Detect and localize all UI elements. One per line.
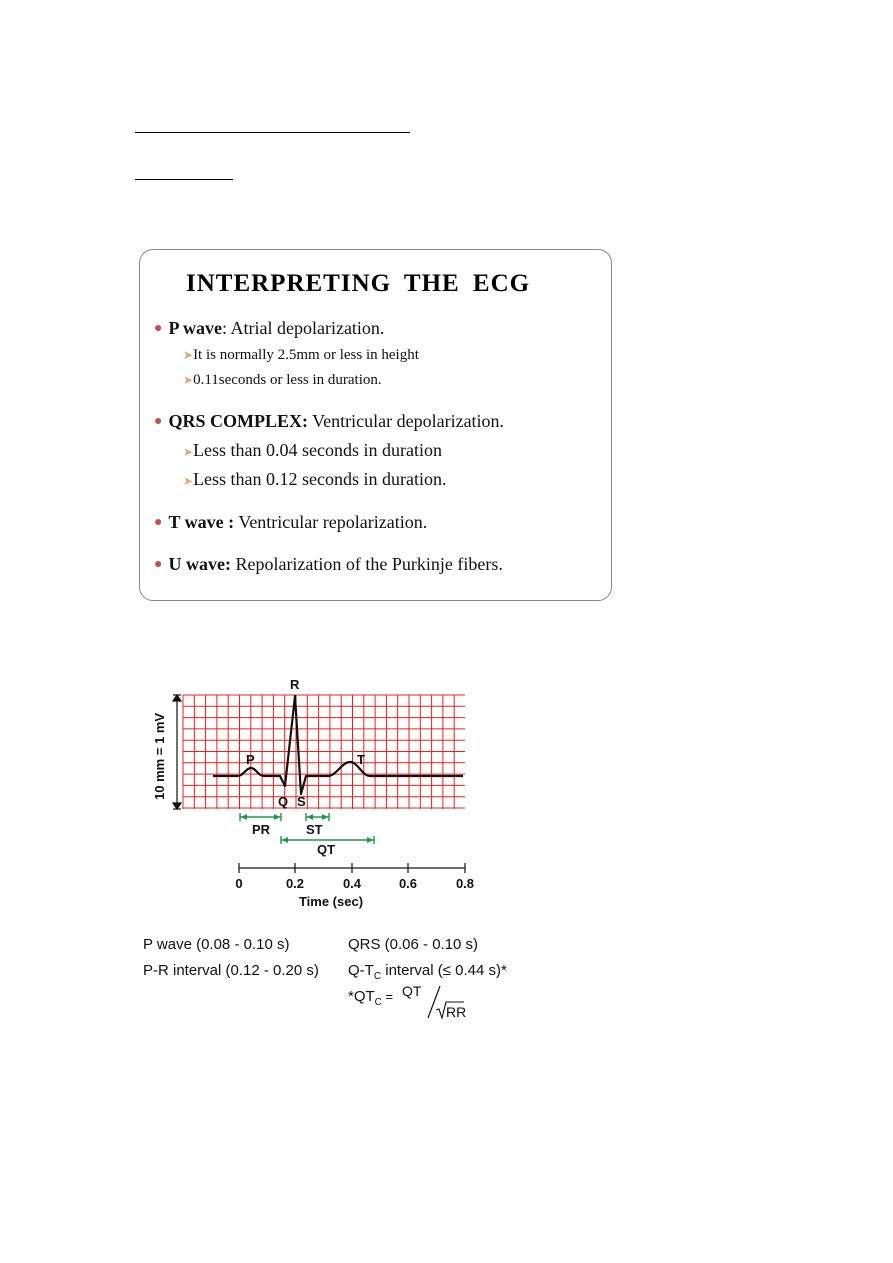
bullet-dot-icon: ●: [154, 557, 163, 572]
bullet-label: QRS COMPLEX:: [168, 411, 308, 431]
bullet-sep: :: [221, 318, 227, 338]
label-p: P: [246, 752, 255, 767]
label-s: S: [297, 794, 306, 809]
qtc-formula: $*QT_C$ =: [348, 988, 394, 1008]
bullet-u-wave: [154, 554, 503, 575]
st-interval-marker: [306, 813, 329, 821]
qtc-fraction: [400, 982, 470, 1022]
interval-st-label: ST: [306, 822, 323, 837]
label-r: R: [290, 677, 300, 692]
sub-qrs-2: ➤Less than 0.12 seconds in duration.: [183, 469, 447, 489]
bullet-text: Ventricular repolarization.: [234, 512, 428, 532]
bullet-t-wave: [154, 512, 427, 533]
bullet-qrs-complex: [154, 411, 504, 432]
arrow-icon: ➤: [183, 474, 194, 488]
bullet-p-wave: [154, 318, 384, 339]
arrow-icon: ➤: [183, 348, 194, 362]
fraction-numerator: QT: [402, 983, 422, 999]
y-axis-label: 10 mm = 1 mV: [152, 712, 167, 800]
y-axis-arrow: [173, 695, 181, 809]
time-axis: [239, 863, 465, 873]
card-title: INTERPRETING THE ECG: [186, 270, 531, 297]
pr-interval-marker: [240, 813, 281, 821]
ecg-interpretation-card: [139, 249, 612, 601]
legend-p-wave: P wave (0.08 - 0.10 s): [143, 936, 290, 953]
legend-pr-interval: P-R interval (0.12 - 0.20 s): [143, 962, 319, 979]
label-t: T: [357, 752, 365, 767]
bullet-text: Atrial depolarization.: [226, 318, 385, 338]
sub-p-height: ➤It is normally 2.5mm or less in height: [183, 347, 419, 363]
sub-p-duration: ➤0.11seconds or less in duration.: [183, 372, 382, 388]
bullet-label: P wave: [168, 318, 222, 338]
fraction-denominator: RR: [446, 1004, 467, 1020]
ecg-grid: [183, 695, 465, 809]
time-tick-1: 0.2: [285, 876, 305, 891]
bullet-label: U wave:: [168, 554, 231, 574]
fraction-slash: [428, 986, 440, 1018]
sub-qrs-1: ➤Less than 0.04 seconds in duration: [183, 440, 443, 460]
interval-pr-label: PR: [252, 822, 271, 837]
bullet-dot-icon: ●: [154, 414, 163, 429]
time-axis-title: Time (sec): [298, 894, 364, 909]
ecg-waveform-diagram: [140, 672, 500, 917]
bullet-dot-icon: ●: [154, 515, 163, 530]
title-underline-long: [135, 132, 410, 133]
arrow-icon: ➤: [183, 373, 194, 387]
time-tick-4: 0.8: [455, 876, 475, 891]
label-q: Q: [278, 794, 289, 809]
title-underline-short: [135, 179, 233, 180]
arrow-icon: ➤: [183, 445, 194, 459]
bullet-text: Repolarization of the Purkinje fibers.: [230, 554, 503, 574]
legend-qrs: QRS (0.06 - 0.10 s): [348, 936, 479, 953]
time-tick-3: 0.6: [398, 876, 418, 891]
time-tick-2: 0.4: [342, 876, 362, 891]
bullet-label: T wave :: [168, 512, 235, 532]
interval-qt-label: QT: [317, 842, 336, 857]
legend-qtc-interval: $Q-T_C$ interval (≤ 0.44 s)*: [348, 962, 507, 982]
time-tick-0: 0: [235, 876, 243, 891]
bullet-dot-icon: ●: [154, 321, 163, 336]
bullet-text: Ventricular depolarization.: [307, 411, 505, 431]
